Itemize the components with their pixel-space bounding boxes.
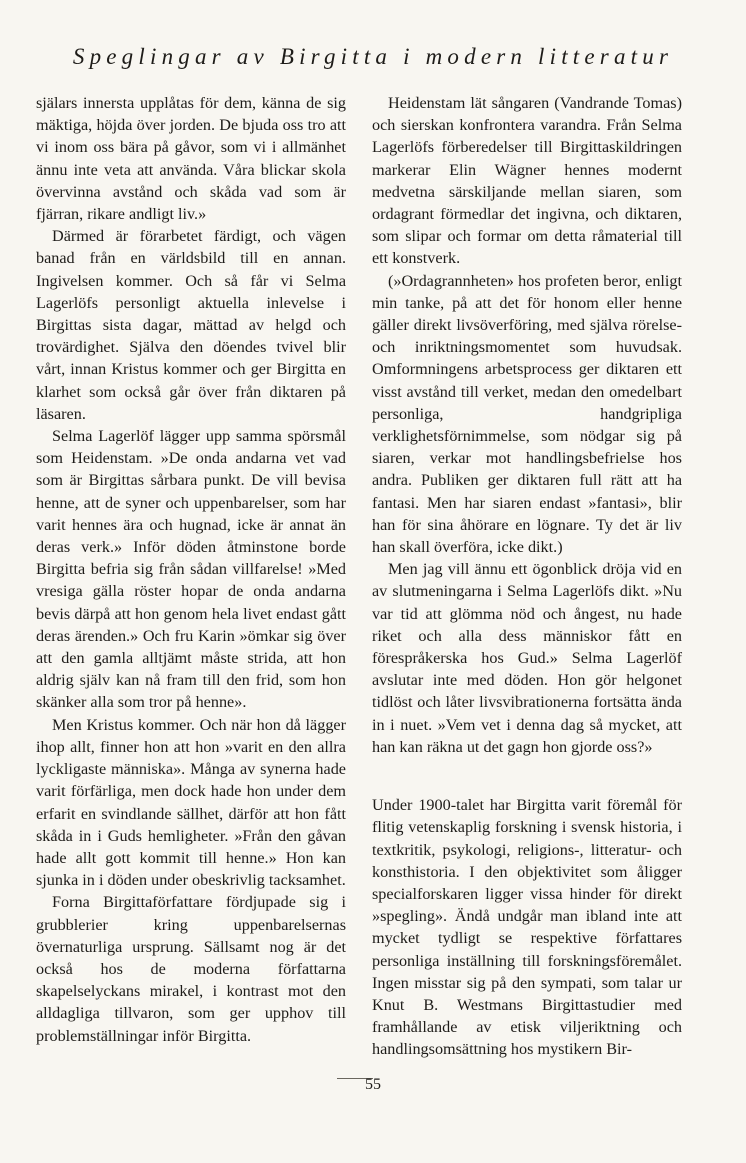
paragraph: Under 1900-talet har Birgitta varit föremål för flitig vetenskaplig forskning i svensk historia, i textkritik, psykologi, religions-, litteratur- och konsthistoria. I den objektivitet som åligger specialforskaren ligger vissa hinder för direkt »spegling». Ändå undgår man ibland inte att mycket tydligt se respektive författares personliga inställning till forskningsföremålet. Ingen misstar sig på den sympati, som talar ur Knut B. Westmans Birgittastudier med framhållande av etisk viljeriktning och handlingsomsättning hos mystikern Bir- xyxy=(372,796,682,1059)
paragraph: Därmed är förarbetet färdigt, och vägen banad från en världsbild till en annan. Ingivelsen kommer. Och så får vi Selma Lagerlöfs personligt aktuella inlevelse i Birgittas sista dagar, mättad av helgd och trovärdighet. Själva den döendes tvivel blir vårt, innan Kristus kommer och ger Birgitta en klarhet som också går över från diktaren på läsaren. xyxy=(36,227,346,423)
right-column xyxy=(372,92,682,1061)
paragraph: Men jag vill ännu ett ögonblick dröja vid en av slutmeningarna i Selma Lagerlöfs dikt. »Nu var tid att glömma nöd och ångest, nu hade riket och alla dess människor fått en förespråkerska hos Gud.» Selma Lagerlöf avslutar inte med döden. Hon gör helgonet tidlöst och låter livsvibrationerna fortsätta ända in i nuet. »Vem vet i denna dag så mycket, att han kan räkna ut det gagn hon gjorde oss?» xyxy=(372,560,682,756)
running-header: Speglingar av Birgitta i modern litteratur xyxy=(72,44,674,69)
page-number: 55 xyxy=(365,1076,381,1093)
paragraph: själars innersta upplåtas för dem, känna de sig mäktiga, höjda över jorden. De bjuda oss tro att vi inom oss bära på gåvor, som vi i allmänhet ännu inte veta att använda. Våra blickar skola övervinna avstånd och skåda vad som är fjärran, rikare andligt liv.» xyxy=(36,94,346,224)
paragraph: Men Kristus kommer. Och när hon då lägger ihop allt, finner hon att hon »varit en den allra lyckligaste människa». Många av synerna hade varit förfärliga, men dock hade hon under dem erfarit en svindlande sällhet, därför att hon fått skåda in i Guds hemligheter. »Från den gåvan hade allt gott kommit till henne.» Hon kan sjunka in i döden under obeskrivlig tacksamhet. xyxy=(36,715,346,890)
paragraph: Selma Lagerlöf lägger upp samma spörsmål som Heidenstam. »De onda andarna vet vad som är Birgittas sårbara punkt. De vill bevisa henne, att de syner och uppenbarelser, som har varit hennes ära och hugnad, icke är annat än deras verk.» Inför döden åtminstone borde Birgitta befria sig från sådan villfarelse! »Med vresiga gälla röster hopar de onda andarna bevis därpå att hon genom hela livet endast gått deras ärenden.» Och fru Karin »ömkar sig över att den gamla alltjämt måste strida, att hon aldrig själv kan nå fram till den frid, som hon skänker alla som tror på henne». xyxy=(36,427,346,712)
paragraph: Heidenstam lät sångaren (Vandrande Tomas) och sierskan konfrontera varandra. Från Selma Lagerlöfs förberedelser till Birgittaskildringen markerar Elin Wägner hennes modernt medvetna särskiljande mellan siaren, som ordagrant förmedlar det ingivna, och diktaren, som slipar och formar om detta råmaterial till ett konstverk. xyxy=(372,94,682,268)
paragraph: (»Ordagrannheten» hos profeten beror, enligt min tanke, på att det för honom eller henne gäller direkt livsöverföring, med själva rörelse- och inriktningsmomentet som huvudsak. Omformningens arbetsprocess ger diktaren ett visst avstånd till verket, medan den omedelbart personliga, handgripliga verklighetsförnimmelse, som nödgar sig på siaren, verkar mot handlingsbefrielse hos andra. Publiken ger diktaren full rätt att ha fantasi. Men har siaren endast »fantasi», blir han för sina åhörare en lögnare. Ty det är liv han skall överföra, icke dikt.) xyxy=(372,271,682,557)
left-column xyxy=(36,92,346,1047)
paragraph: Forna Birgittaförfattare fördjupade sig i grubblerier kring uppenbarelsernas övernaturliga ursprung. Sällsamt nog är det också hos de moderna författarna skapelselyckans mirakel, i kontrast mot den alldagliga tillvaron, som ger upphov till problemställningar inför Birgitta. xyxy=(36,893,346,1045)
